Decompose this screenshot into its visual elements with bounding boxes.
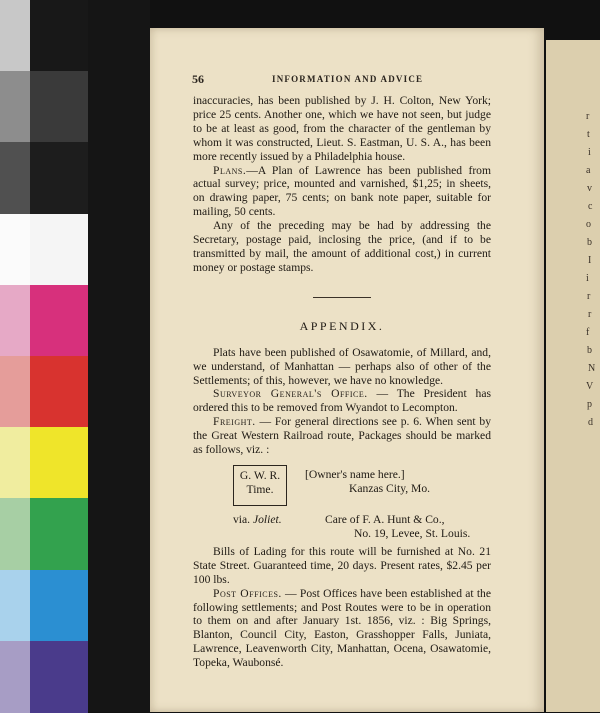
color-swatch xyxy=(30,427,88,499)
color-swatch xyxy=(0,285,30,357)
paragraph-colton: inaccuracies, has been published by J. H. Colton, New York; price 25 cents. Another one, which we have not seen, but judge to be at least as good, from the character of the gentleman by whom it was constructed, Lieut. S. Eastman, U. S. A., has been more recently issued by a Philadelphia house. xyxy=(193,94,491,163)
paragraph-plats: Plats have been published of Osawatomie, of Millard, and, we understand, of Manhattan — perhaps also of other of the Settlements; of this, however, we have no knowledge. xyxy=(193,345,491,387)
paragraph-freight xyxy=(193,415,491,457)
paragraph-any: Any of the preceding may be had by addressing the Secretary, postage paid, inclosing the price, (and if to be transmitted by mail, the amount of additional cost,) in current money or postage stamps. xyxy=(193,219,491,274)
care-line2: No. 19, Levee, St. Louis. xyxy=(354,526,471,540)
page-header xyxy=(192,72,492,86)
color-swatch xyxy=(0,71,30,143)
facing-page-char: a xyxy=(586,165,591,176)
post-offices-label: Post Offices. xyxy=(213,586,282,600)
color-swatch xyxy=(30,356,88,428)
facing-page-char: d xyxy=(588,417,593,428)
paragraph-plans xyxy=(193,164,491,220)
color-card-left-column xyxy=(0,0,30,712)
facing-page-char: f xyxy=(586,327,590,338)
marking-box-line1: G. W. R. xyxy=(239,468,281,482)
via-prefix: via. xyxy=(233,512,251,526)
facing-page-char: I xyxy=(588,255,592,266)
color-swatch xyxy=(0,427,30,499)
kanzas-city-line: Kanzas City, Mo. xyxy=(349,481,431,495)
facing-page-char: c xyxy=(588,201,593,212)
color-swatch xyxy=(0,214,30,286)
color-swatch xyxy=(30,142,88,214)
color-swatch xyxy=(0,641,30,713)
book-page xyxy=(150,28,544,712)
freight-text: — For general directions see p. 6. When sent by the Great Western Railroad route, Packages should be marked as follows, viz. : xyxy=(193,415,491,457)
facing-page-char: b xyxy=(587,345,592,356)
marking-box-line2: Time. xyxy=(246,482,274,496)
color-swatch xyxy=(0,0,30,72)
facing-page-char: i xyxy=(588,147,591,158)
color-swatch xyxy=(30,285,88,357)
facing-page-edge xyxy=(546,40,600,712)
surveyor-text: — The President has ordered this to be removed from Wyandot to Lecompton. xyxy=(193,387,491,415)
page-body xyxy=(193,94,491,670)
paragraph-post-offices xyxy=(193,587,491,670)
facing-page-char: t xyxy=(587,129,590,140)
care-of-address xyxy=(325,513,470,541)
facing-page-char: r xyxy=(587,291,591,302)
facing-page-char: V xyxy=(586,381,594,392)
color-swatch xyxy=(0,498,30,570)
owner-name-line: [Owner's name here.] xyxy=(305,467,405,481)
via-label xyxy=(233,513,282,527)
color-swatch xyxy=(30,71,88,143)
color-swatch xyxy=(30,498,88,570)
marking-box xyxy=(233,465,287,506)
route-block xyxy=(193,513,491,545)
color-swatch xyxy=(30,214,88,286)
post-offices-text: — Post Offices have been established at the following settlements; and Post Routes were to be in operation to them on and after January 1st. 1856, viz. : Big Springs, Blanton, Council City, Easton, Grasshopper Falls, Juniata, Lawrence, Leavenworth City, Manhattan, Ocena, Osawatomie, Topeka, Waubonsé. xyxy=(193,586,491,670)
surveyor-label: Surveyor General's Office. xyxy=(213,387,368,401)
facing-page-char: b xyxy=(587,237,592,248)
facing-page-char: i xyxy=(586,273,589,284)
facing-page-char: v xyxy=(587,183,592,194)
color-swatch xyxy=(30,570,88,642)
paragraph-bills: Bills of Lading for this route will be furnished at No. 21 State Street. Guaranteed time, 20 days. Present rates, $2.45 per 100 lbs. xyxy=(193,544,491,586)
page-number: 56 xyxy=(192,72,204,86)
color-swatch xyxy=(30,0,88,72)
paragraph-surveyor xyxy=(193,387,491,415)
facing-page-char: N xyxy=(588,363,596,374)
section-divider xyxy=(313,297,371,298)
facing-page-char: p xyxy=(587,399,592,410)
color-card-right-column xyxy=(30,0,88,712)
via-place: Joliet. xyxy=(252,512,282,526)
color-swatch xyxy=(0,570,30,642)
color-calibration-card xyxy=(0,0,150,712)
running-head: INFORMATION AND ADVICE xyxy=(272,74,424,84)
package-marking xyxy=(193,463,491,507)
freight-label: Freight. xyxy=(213,415,256,429)
color-swatch xyxy=(0,356,30,428)
appendix-title: APPENDIX. xyxy=(299,318,385,333)
facing-page-char: r xyxy=(586,111,590,122)
care-line1: Care of F. A. Hunt & Co., xyxy=(325,512,445,526)
plans-text: —A Plan of Lawrence has been published from actual survey; price, mounted and varnished, $1,25; in sheets, on drawing paper, 75 cents; on bank note paper, suitable for mailing, 50 cents. xyxy=(193,163,491,219)
facing-page-char: r xyxy=(588,309,592,320)
color-swatch xyxy=(30,641,88,713)
marking-address xyxy=(305,468,430,496)
color-card-border xyxy=(88,0,150,712)
color-swatch xyxy=(0,142,30,214)
facing-page-char: o xyxy=(586,219,591,230)
plans-label: Plans. xyxy=(213,163,247,177)
